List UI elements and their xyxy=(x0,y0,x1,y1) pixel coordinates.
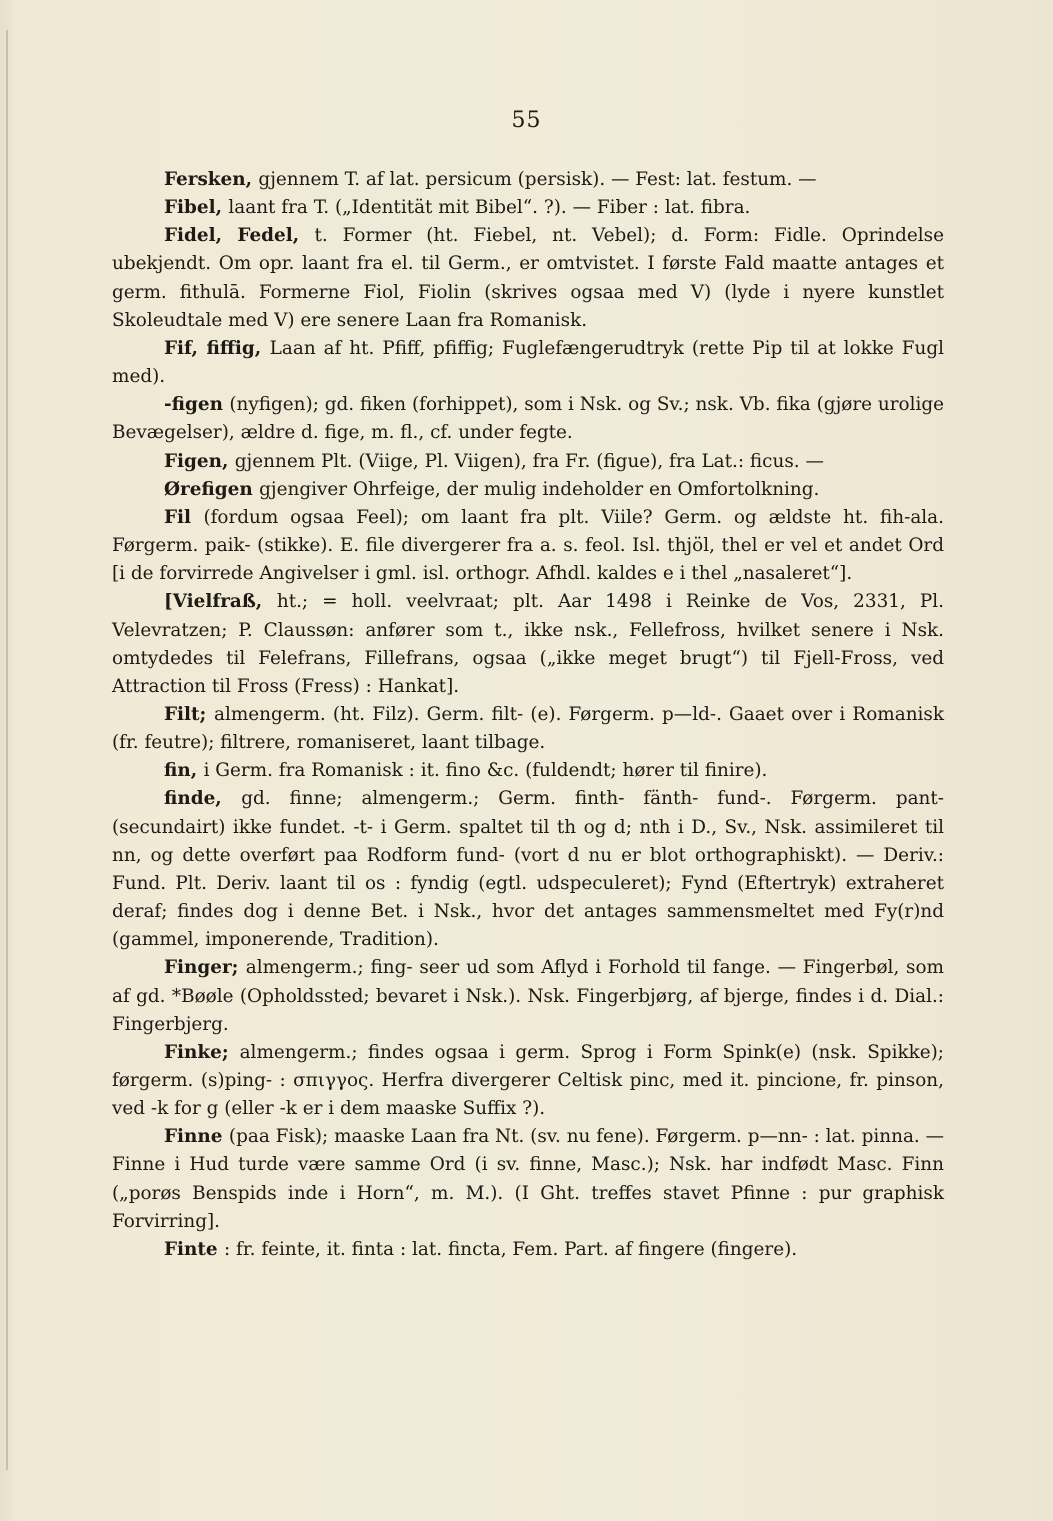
entry-text: gjengiver Ohrfeige, der mulig indeholder en Omfortolkning. xyxy=(259,478,820,500)
entry-finke xyxy=(112,1039,944,1123)
entry-text: ht.; = holl. veelvraat; plt. Aar 1498 i Reinke de Vos, 2331, Pl. Velevratzen; P. Claussøn: anfører som t., ikke nsk., Fellefross, hvilket senere i Nsk. omtydedes til Felefrans, Fillefrans, ogsaa („ikke meget brugt“) til Fjell-Fross, ved Attraction til Fross (Fress) : Hankat]. xyxy=(112,591,945,697)
entry-headword: Figen, xyxy=(164,450,235,472)
dictionary-text xyxy=(112,166,944,1264)
entry-fin xyxy=(112,757,944,785)
entry-filt xyxy=(112,701,944,757)
entry-headword: Fif, fiffig, xyxy=(164,337,270,359)
entry-headword: Fidel, Fedel, xyxy=(164,225,315,247)
entry-text: almengerm.; fing- seer ud som Aflyd i Forhold til fange. — Fingerbøl, som af gd. *Bøøle (Opholdssted; bevaret i Nsk.). Nsk. Fingerbjørg, af bjerge, findes i d. Dial.: Fingerbjerg. xyxy=(112,957,944,1035)
entry-headword: Fibel, xyxy=(164,197,229,219)
entry-text: almengerm. (ht. Filz). Germ. filt- (e). Førgerm. p—ld-. Gaaet over i Romanisk (fr. feutre); filtrere, romaniseret, laant tilbage. xyxy=(112,703,944,754)
entry-headword: fin, xyxy=(164,760,204,782)
entry-fif xyxy=(112,335,944,391)
entry-text: i Germ. fra Romanisk : it. fino &c. (fuldendt; hører til finire). xyxy=(203,760,768,782)
entry-text: : fr. feinte, it. finta : lat. fincta, Fem. Part. af fingere (fingere). xyxy=(224,1238,798,1260)
entry-headword: Finne xyxy=(164,1126,229,1148)
entry-fersken xyxy=(112,166,944,194)
entry-text: almengerm.; findes ogsaa i germ. Sprog i Form Spink(e) (nsk. Spikke); førgerm. (s)ping- : σπιγγος. Herfra divergerer Celtisk pinc, med it. pincione, fr. pinson, ved -k for g (eller -k er i dem maaske Suffix ?). xyxy=(112,1041,944,1120)
entry-finne xyxy=(112,1123,944,1236)
entry-text: Laan af ht. Pfiff, pfiffig; Fuglefængerudtryk (rette Pip til at lokke Fugl med). xyxy=(112,337,944,388)
entry-fidel xyxy=(112,222,944,335)
entry-headword: Ørefigen xyxy=(164,478,260,500)
entry-finte xyxy=(112,1236,944,1264)
entry-text: (fordum ogsaa Feel); om laant fra plt. Viile? Germ. og ældste ht. fih-ala. Førgerm. paik- (stikke). E. file divergerer fra a. s. feol. Isl. thjöl, thel er vel et andet Ord [i de forvirrede Angivelser i gml. isl. orthogr. Afhdl. kaldes e i thel „nasaleret“]. xyxy=(112,506,944,585)
entry-vielfrass xyxy=(112,588,944,701)
entry-orefigen xyxy=(112,476,944,504)
entry-figen xyxy=(112,448,944,476)
entry-fil xyxy=(112,504,944,588)
entry-text: (paa Fisk); maaske Laan fra Nt. (sv. nu fene). Førgerm. p—nn- : lat. pinna. — Finne i Hud turde være samme Ord (i sv. finne, Masc.); Nsk. har indfødt Masc. Finn („porøs Benspids inde i Horn“, m. M.). (I Ght. treffes stavet Pfinne : pur graphisk Forvirring]. xyxy=(112,1126,945,1232)
entry-headword: Finte xyxy=(164,1238,225,1260)
entry-fibel xyxy=(112,194,944,222)
entry-headword: Fil xyxy=(164,506,204,528)
entry-finger xyxy=(112,954,944,1038)
entry-text: (nyfigen); gd. fiken (forhippet), som i Nsk. og Sv.; nsk. Vb. fika (gjøre urolige Bevægelser), ældre d. fige, m. fl., cf. under fegte. xyxy=(112,394,944,444)
entry-headword: Fersken, xyxy=(164,169,259,190)
entry-headword: Finger; xyxy=(164,957,246,979)
entry-text: laant fra T. („Identität mit Bibel“. ?). — Fiber : lat. fibra. xyxy=(228,197,751,219)
entry-headword: finde, xyxy=(164,788,242,810)
entry-finde xyxy=(112,785,944,954)
entry-headword: [Vielfraß, xyxy=(164,591,277,613)
entry-text: gjennem Plt. (Viige, Pl. Viigen), fra Fr. (figue), fra Lat.: ficus. — xyxy=(234,450,824,472)
entry-text: gd. finne; almengerm.; Germ. finth- fänth- fund-. Førgerm. pant- (secundairt) ikke fundet. -t- i Germ. spaltet til th og d; nth i D., Sv., Nsk. assimileret til nn, og dette overført paa Rodform fund- (vort d nu er blot orthographiskt). — Deriv.: Fund. Plt. Deriv. laant til os : fyndig (egtl. udspeculeret); Fynd (Eftertryk) extraheret deraf; findes dog i denne Bet. i Nsk., hvor det antages sammensmeltet med Fy(r)nd (gammel, imponerende, Tradition). xyxy=(112,788,944,951)
entry-headword: Finke; xyxy=(164,1041,240,1063)
entry-text: gjennem T. af lat. persicum (persisk). — Fest: lat. festum. — xyxy=(258,169,817,190)
page-number: 55 xyxy=(511,108,542,133)
entry-headword: -figen xyxy=(164,394,230,416)
entry-headword: Filt; xyxy=(164,703,215,725)
page-edge-line xyxy=(6,30,8,1470)
entry-text: t. Former (ht. Fiebel, nt. Vebel); d. Form: Fidle. Oprindelse ubekjendt. Om opr. laant fra el. til Germ., er omtvistet. I første Fald maatte antages et germ. fithulā. Formerne Fiol, Fiolin (skrives ogsaa med V) (lyde i nyere kunstlet Skoleudtale med V) ere senere Laan fra Romanisk. xyxy=(112,225,944,331)
entry-figen-suffix xyxy=(112,391,944,447)
